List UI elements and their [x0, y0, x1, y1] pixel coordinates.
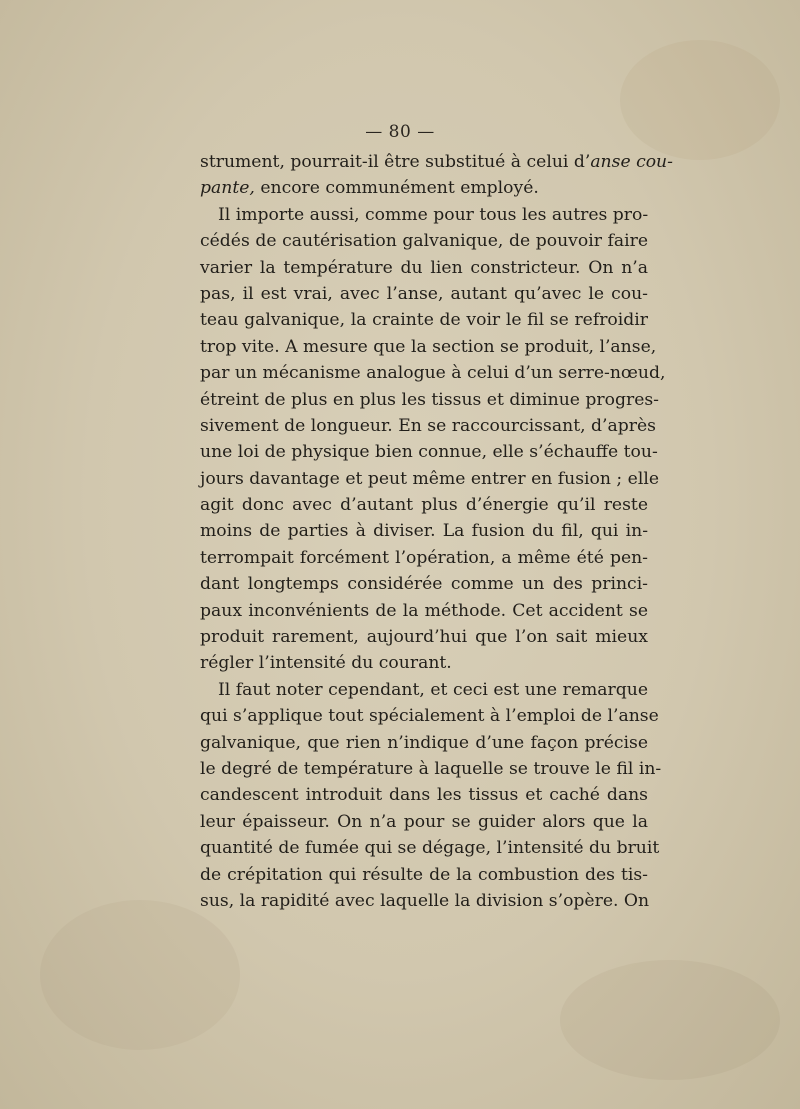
text-line: pante, encore communément employé.	[200, 178, 539, 199]
text-line: varier la température du lien constricteur. On n’a	[200, 257, 648, 278]
text-line: étreint de plus en plus les tissus et diminue progres-	[200, 389, 659, 410]
italic-term: anse cou-	[590, 152, 673, 172]
text-line: moins de parties à diviser. La fusion du fil, qui in-	[200, 521, 648, 542]
italic-term: pante,	[200, 178, 255, 199]
text-line: par un mécanisme analogue à celui d’un serre-nœud,	[200, 363, 666, 384]
paper-stain	[560, 960, 780, 1080]
text-line: jours davantage et peut même entrer en fusion ; elle	[200, 468, 660, 489]
text-line: galvanique, que rien n’indique d’une façon précise	[200, 732, 648, 753]
text-line: strument, pourrait-il être substitué à celui d’anse cou-	[200, 152, 673, 172]
paper-stain	[40, 900, 240, 1050]
text-line: agit donc avec d’autant plus d’énergie qu’il reste	[200, 495, 648, 516]
text-line: terrompait forcément l’opération, a même été pen-	[200, 547, 648, 568]
text-line: dant longtemps considérée comme un des princi-	[200, 574, 648, 595]
text-line: paux inconvénients de la méthode. Cet accident se	[200, 600, 648, 621]
text-line: candescent introduit dans les tissus et caché dans	[200, 785, 648, 806]
text-line: trop vite. A mesure que la section se produit, l’anse,	[200, 336, 657, 357]
page-number: — 80 —	[365, 122, 435, 142]
text-line: qui s’applique tout spécialement à l’emploi de l’anse	[200, 706, 659, 727]
paper-stain	[620, 40, 780, 160]
text-line: pas, il est vrai, avec l’anse, autant qu’avec le cou-	[200, 283, 648, 304]
text-line: régler l’intensité du courant.	[200, 653, 452, 674]
text-line: quantité de fumée qui se dégage, l’intensité du bruit	[200, 838, 660, 859]
text-line: leur épaisseur. On n’a pour se guider alors que la	[200, 811, 648, 832]
text-line: le degré de température à laquelle se trouve le fil in-	[200, 758, 662, 779]
text-line: de crépitation qui résulte de la combustion des tis-	[200, 864, 648, 885]
text-line: produit rarement, aujourd’hui que l’on sait mieux	[200, 627, 648, 648]
text-line: une loi de physique bien connue, elle s’échauffe tou-	[200, 442, 658, 463]
text-line: sus, la rapidité avec laquelle la division s’opère. On	[200, 890, 650, 911]
text-line: cédés de cautérisation galvanique, de pouvoir faire	[200, 231, 648, 252]
text-line: Il importe aussi, comme pour tous les autres pro-	[218, 204, 649, 225]
body-text	[200, 149, 673, 914]
text-line: sivement de longueur. En se raccourcissant, d’après	[200, 415, 656, 436]
text-line: teau galvanique, la crainte de voir le fil se refroidir	[200, 310, 648, 331]
text-line: Il faut noter cependant, et ceci est une remarque	[218, 679, 648, 700]
